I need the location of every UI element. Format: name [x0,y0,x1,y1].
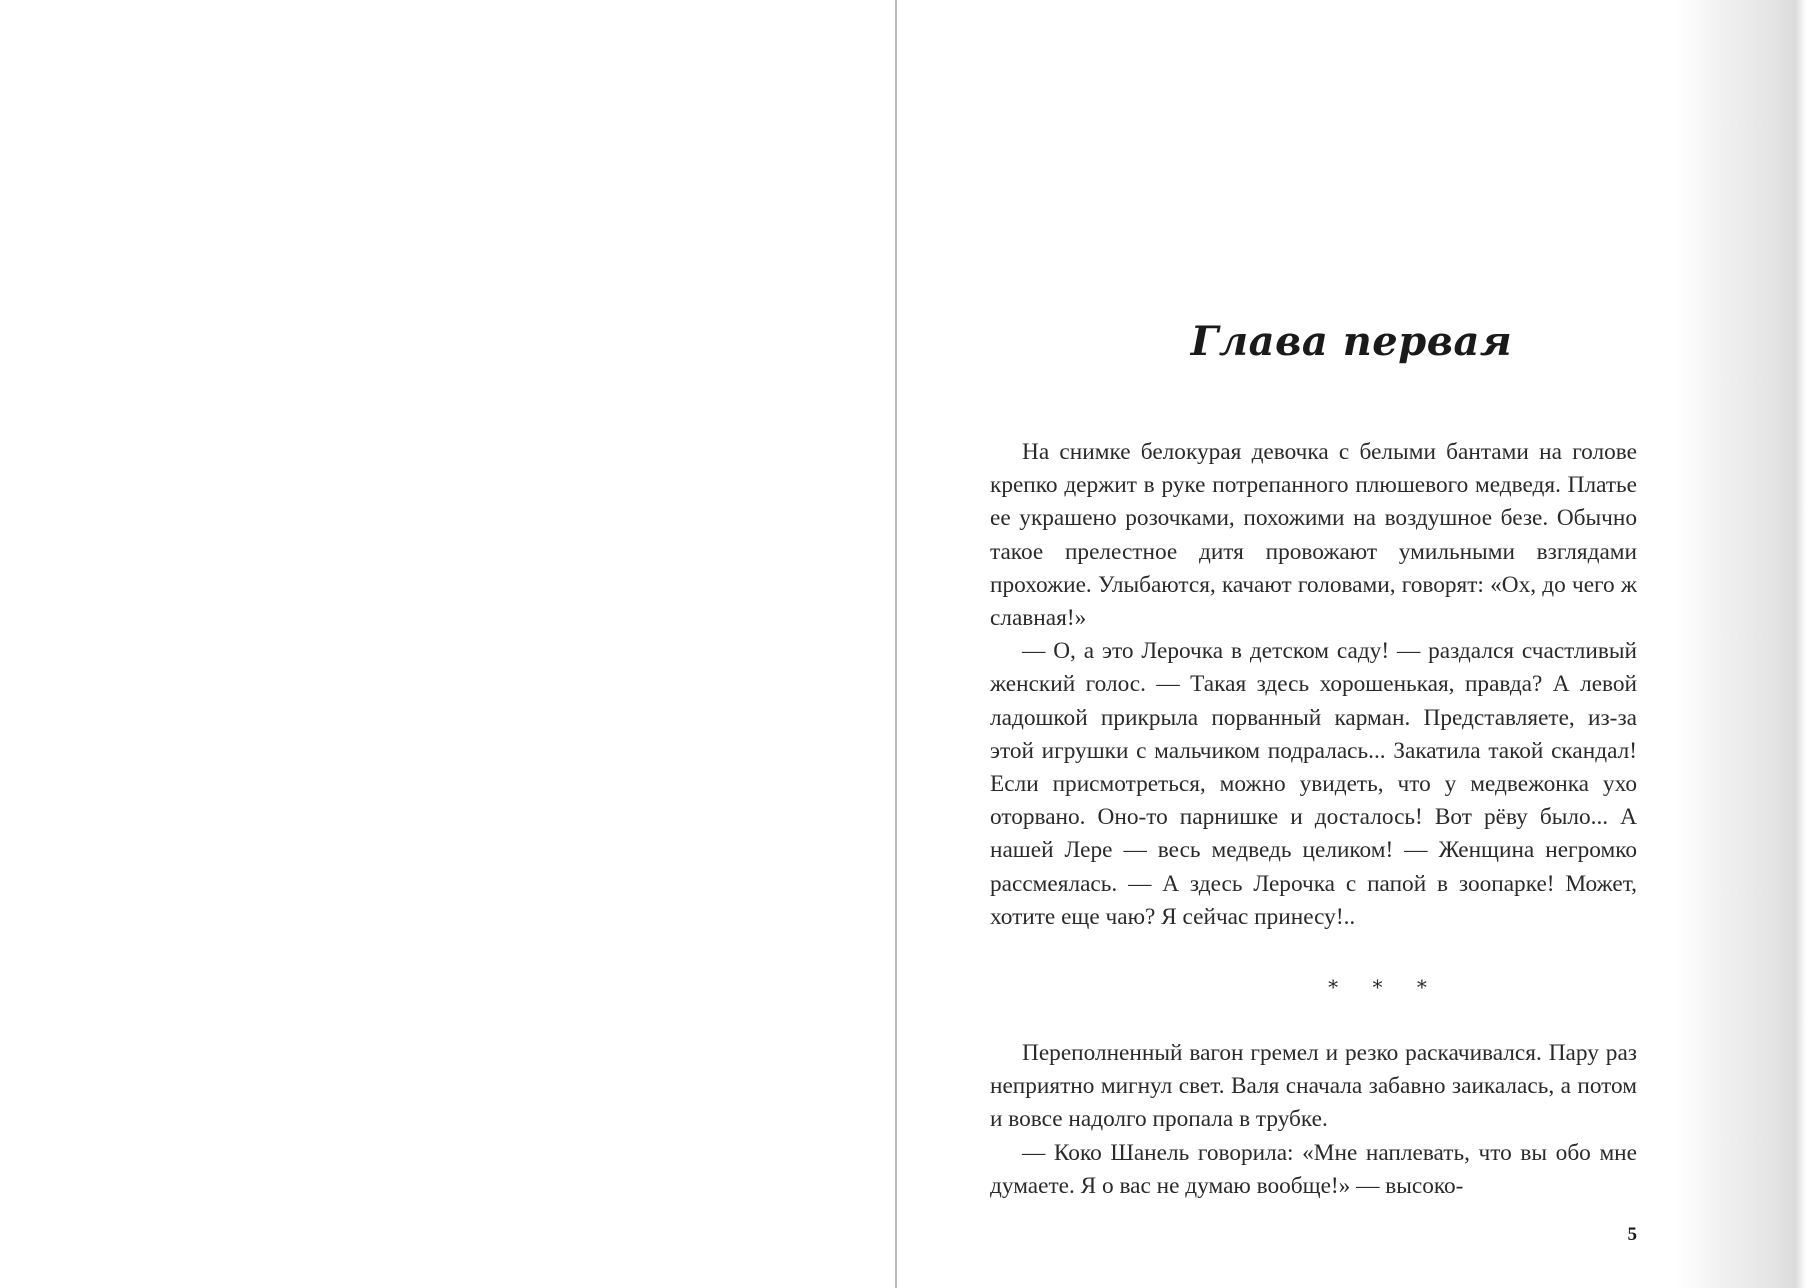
paragraph: — О, а это Лерочка в детском саду! — раздался счастливый женский голос. — Такая здесь хорошенькая, правда? А левой ладошкой прикрыла порванный карман. Представляете, из-за этой игрушки с мальчиком подралась... Закатила такой скандал! Если присмотреться, можно увидеть, что у медвежонка ухо оторвано. Оно-то парнишке и досталось! Вот рёву было... А нашей Лере — весь медведь целиком! — Женщина негромко рассмеялась. — А здесь Лерочка с папой в зоопарке! Может, хотите еще чаю? Я сейчас принесу!.. [990,638,1637,930]
text-block-after-break [990,1037,1637,1203]
paragraph: Переполненный вагон гремел и резко раскачивался. Пару раз неприятно мигнул свет. Валя сначала забавно заикалась, а потом и вовсе надолго пропала в трубке. [990,1040,1637,1133]
text-block-before-break [990,436,1637,934]
page-number: 5 [1627,1224,1637,1245]
right-page [897,0,1806,1288]
paragraph: — Коко Шанель говорила: «Мне наплевать, что вы обо мне думаете. Я о вас не думаю вообще!» — высоко- [990,1139,1637,1199]
paragraph: На снимке белокурая девочка с белыми бантами на голове крепко держит в руке потрепанного плюшевого медведя. Платье ее украшено розочками, похожими на воздушное безе. Обычно такое прелестное дитя провожают умильными взглядами прохожие. Улыбаются, качают головами, говорят: «Ох, до чего ж славная!» [990,439,1637,632]
left-page-blank [0,0,895,1288]
section-separator: * * * [1328,975,1441,999]
page-edge-shadow [1676,0,1806,1288]
chapter-title: Глава первая [1190,318,1513,365]
